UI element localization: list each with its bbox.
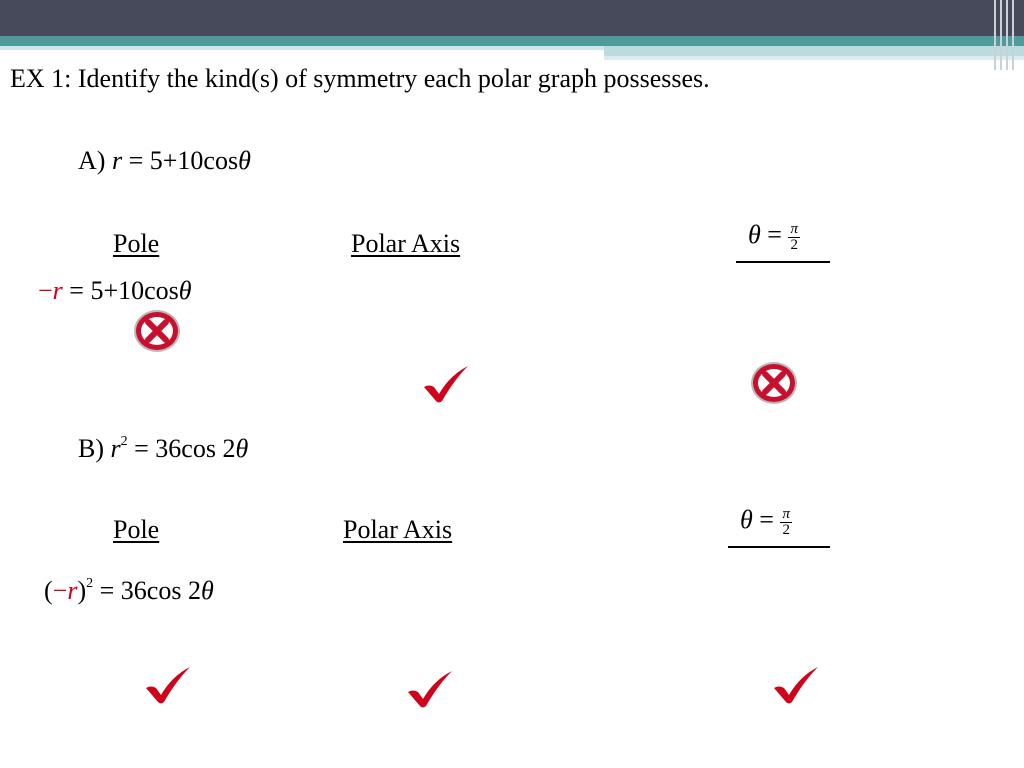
part-a-label: A): [78, 146, 106, 175]
part-b-theta-underline: [728, 546, 830, 548]
part-b-pole-heading: Pole: [113, 515, 160, 544]
part-a-theta-heading: θ = $\frac{\pi}{2}$: [748, 220, 798, 253]
part-b-equation: B) $r^2 = 36\cos$ 2θ: [78, 434, 249, 463]
part-b-polar-axis-heading: Polar Axis: [343, 515, 453, 544]
part-b-pole-test: $(-r)^2 = 36\cos$ 2θ: [44, 576, 214, 605]
header-band-light: [0, 46, 604, 50]
part-a-polar-axis-heading: Polar Axis: [351, 229, 461, 258]
x-icon: [748, 359, 800, 407]
header-vertical-lines: [990, 0, 1024, 70]
check-icon: [142, 664, 194, 706]
part-a-equation: A) r = 5+10cosθ: [78, 146, 251, 175]
header-band-dark: [0, 0, 1024, 36]
x-icon: [131, 307, 183, 355]
check-icon: [770, 664, 822, 706]
part-a-theta-underline: [736, 261, 830, 263]
check-icon: [420, 363, 472, 405]
part-a-pole-heading: Pole: [113, 229, 160, 258]
header-band-teal: [0, 36, 1024, 46]
part-a-pole-test: −r = 5+10cosθ: [38, 276, 192, 305]
slide-title: EX 1: Identify the kind(s) of symmetry each polar graph possesses.: [10, 64, 710, 93]
header-band-light-right: [604, 46, 1024, 56]
part-b-label: B): [78, 434, 104, 463]
part-b-theta-heading: θ = $\frac{\pi}{2}$: [740, 505, 790, 538]
check-icon: [404, 668, 456, 710]
header-band-light-right-lower: [604, 56, 1024, 60]
